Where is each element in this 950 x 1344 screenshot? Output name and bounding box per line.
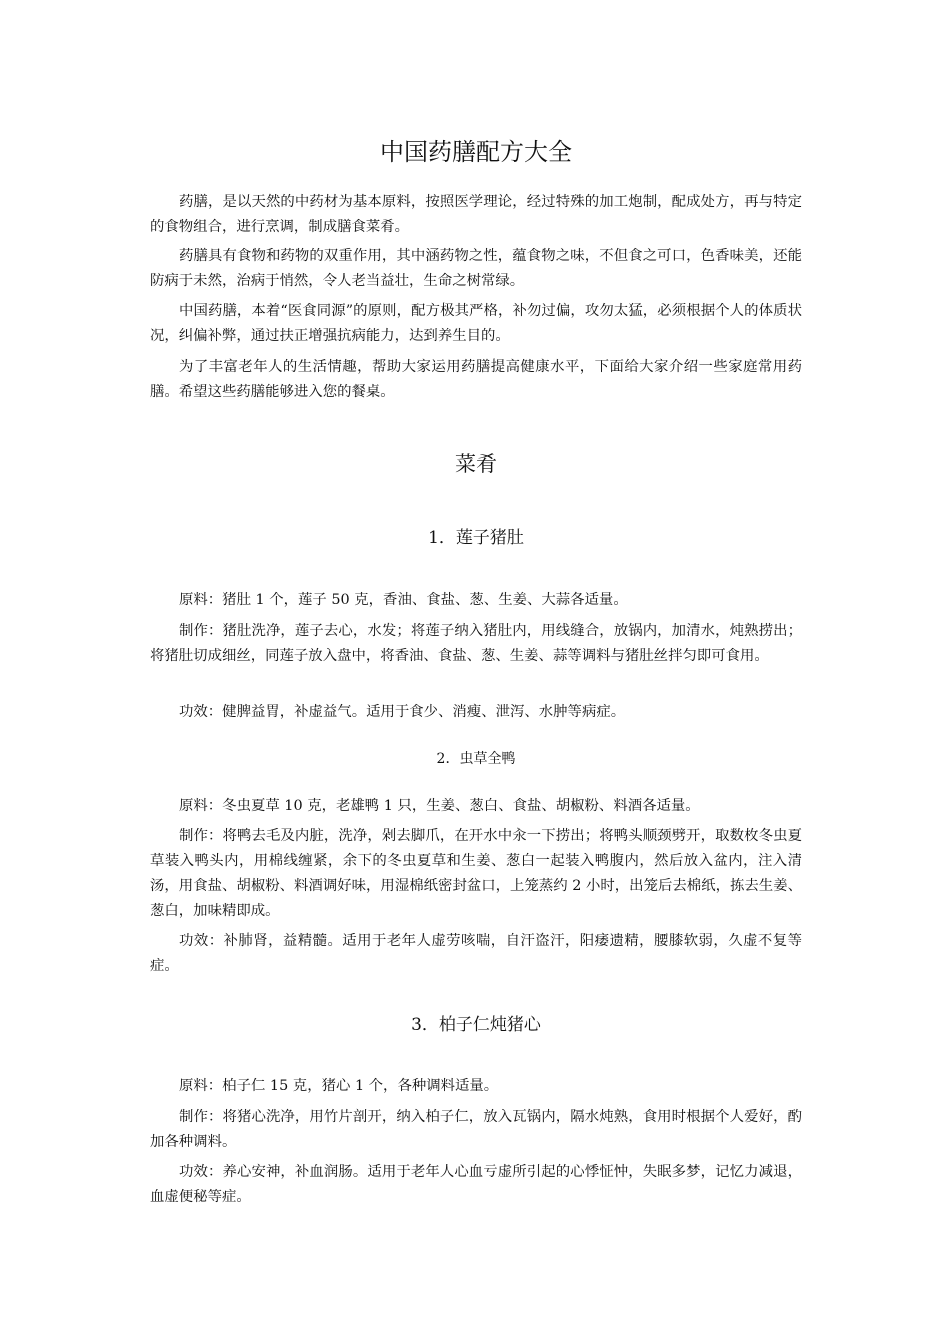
recipe-effect: 功效：养心安神，补血润肠。适用于老年人心血亏虚所引起的心悸怔忡，失眠多梦，记忆力减退，血虚便秘等症。 [150, 1164, 802, 1205]
intro-paragraph: 药膳，是以天然的中药材为基本原料，按照医学理论，经过特殊的加工炮制，配成处方，再与特定的食物组合，进行烹调，制成膳食菜肴。 [150, 194, 802, 235]
recipe-title: 3．柏子仁炖猪心 [411, 1015, 541, 1035]
recipe-method: 制作：猪肚洗净，莲子去心，水发；将莲子纳入猪肚内，用线缝合，放锅内，加清水，炖熟捞出；将猪肚切成细丝，同莲子放入盘中，将香油、食盐、葱、生姜、蒜等调料与猪肚丝拌匀即可食用。 [150, 623, 802, 664]
recipe-method: 制作：将猪心洗净，用竹片剖开，纳入柏子仁，放入瓦锅内，隔水炖熟，食用时根据个人爱好，酌加各种调料。 [150, 1109, 802, 1150]
recipe-method: 制作：将鸭去毛及内脏，洗净，剁去脚爪，在开水中汆一下捞出；将鸭头顺颈劈开，取数枚冬虫夏草装入鸭头内，用棉线缠紧，余下的冬虫夏草和生姜、葱白一起装入鸭腹内，然后放入盆内，注入清汤，用食盐、胡椒粉、料酒调好味，用湿棉纸密封盆口，上笼蒸约 2 小时，出笼后去棉纸，拣去生姜、葱白，加味精即成。 [150, 828, 802, 919]
intro-paragraph: 药膳具有食物和药物的双重作用，其中涵药物之性，蕴食物之味，不但食之可口，色香味美，还能防病于未然，治病于悄然，令人老当益壮，生命之树常绿。 [150, 248, 802, 289]
recipe-title: 2．虫草全鸭 [436, 751, 516, 767]
recipe-ingredients: 原料：猪肚 1 个，莲子 50 克，香油、食盐、葱、生姜、大蒜各适量。 [179, 592, 628, 608]
recipe-ingredients: 原料：柏子仁 15 克，猪心 1 个，各种调料适量。 [179, 1078, 499, 1094]
intro-paragraph: 为了丰富老年人的生活情趣，帮助大家运用药膳提高健康水平，下面给大家介绍一些家庭常用药膳。希望这些药膳能够进入您的餐桌。 [150, 359, 802, 400]
document-title: 中国药膳配方大全 [380, 138, 572, 166]
recipe-ingredients: 原料：冬虫夏草 10 克，老雄鸭 1 只，生姜、葱白、食盐、胡椒粉、料酒各适量。 [179, 798, 700, 814]
recipe-effect: 功效：补肺肾，益精髓。适用于老年人虚劳咳喘，自汗盗汗，阳痿遗精，腰膝软弱，久虚不复等症。 [150, 933, 802, 974]
recipe-title: 1．莲子猪肚 [428, 528, 524, 548]
recipe-effect: 功效：健脾益胃，补虚益气。适用于食少、消瘦、泄泻、水肿等病症。 [179, 704, 626, 720]
intro-paragraph: 中国药膳，本着“医食同源”的原则，配方极其严格，补勿过偏，攻勿太猛，必须根据个人的体质状况，纠偏补弊，通过扶正增强抗病能力，达到养生目的。 [150, 303, 802, 344]
section-title: 菜肴 [455, 452, 497, 476]
